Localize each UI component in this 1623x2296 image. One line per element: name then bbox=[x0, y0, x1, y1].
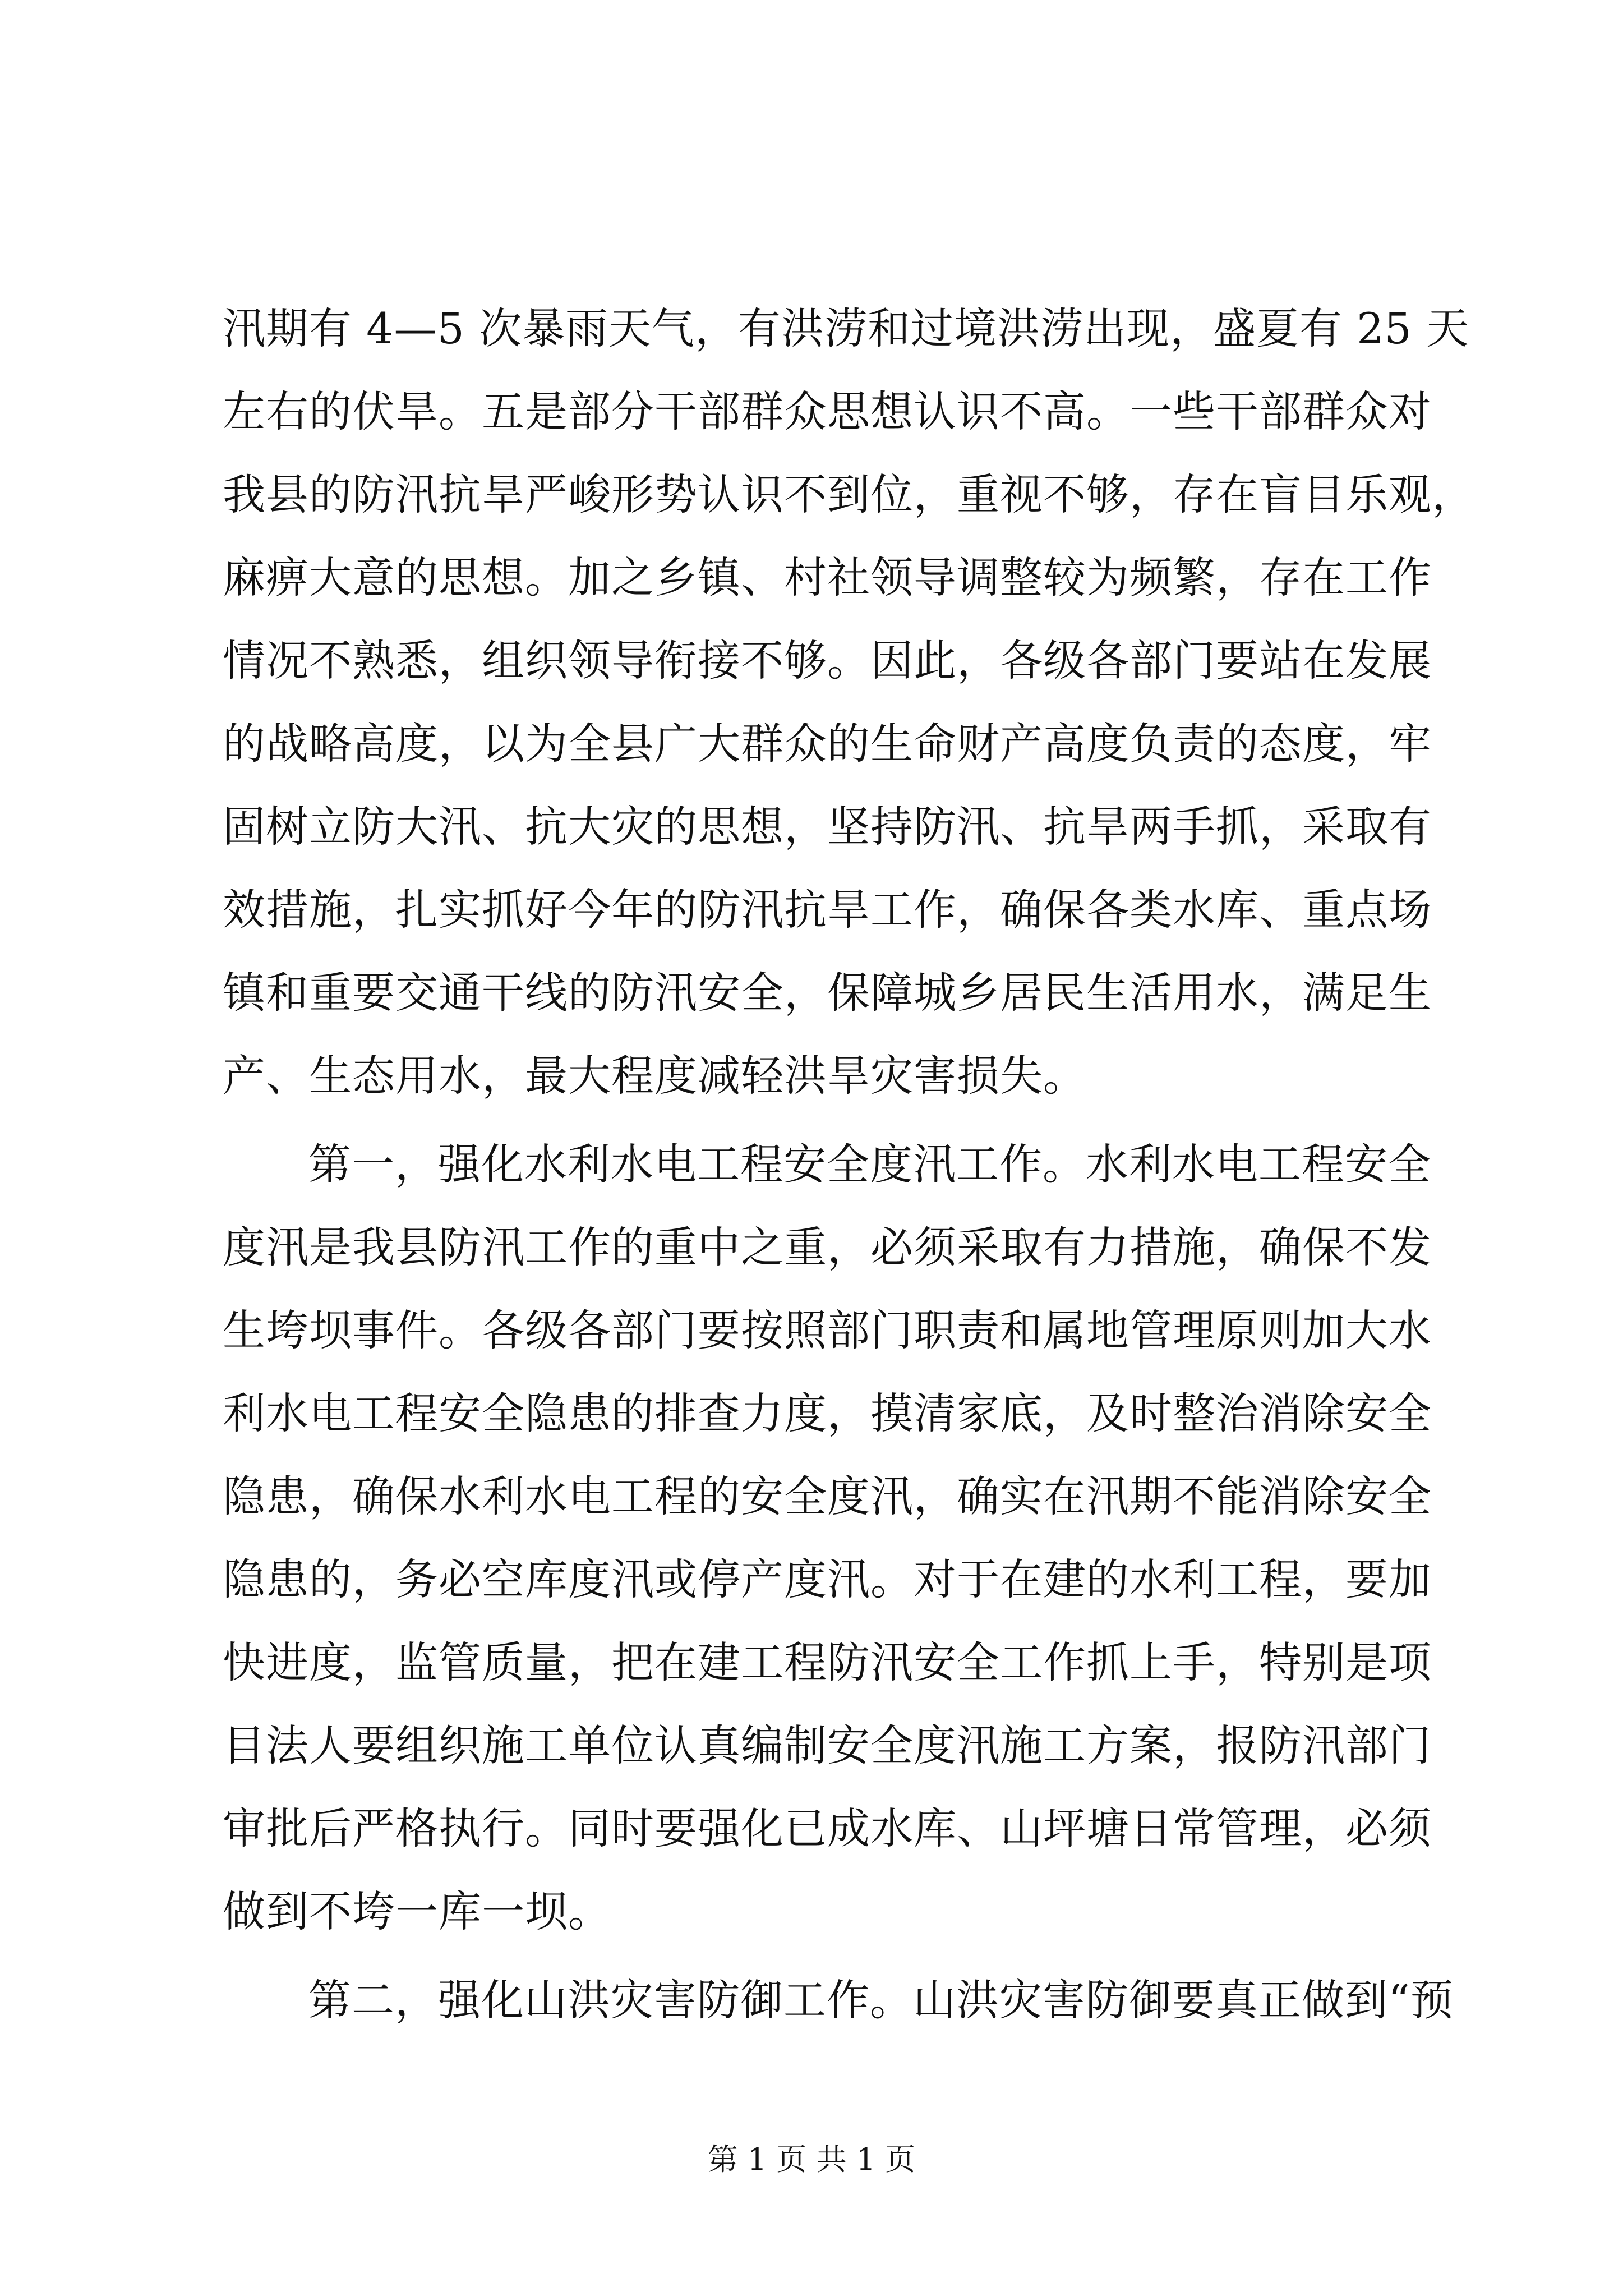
text-line-20: 做到不垮一库一坝。 bbox=[223, 1887, 611, 1936]
text-line-18: 目法人要组织施工单位认真编制安全度汛施工方案，报防汛部门 bbox=[223, 1720, 1432, 1770]
paragraph-gap bbox=[223, 1117, 1406, 1123]
text-line-15: 隐患，确保水利水电工程的安全度汛，确实在汛期不能消除安全 bbox=[223, 1471, 1432, 1521]
text-line-10: 产、生态用水，最大程度减轻洪旱灾害损失。 bbox=[223, 1051, 1086, 1101]
paragraph-gap bbox=[223, 1953, 1406, 1959]
text-line-2: 左右的伏旱。五是部分干部群众思想认识不高。一些干部群众对 bbox=[223, 386, 1432, 436]
text-line-14: 利水电工程安全隐患的排查力度，摸清家底，及时整治消除安全 bbox=[223, 1388, 1432, 1438]
text-line-19: 审批后严格执行。同时要强化已成水库、山坪塘日常管理，必须 bbox=[223, 1803, 1432, 1853]
text-line-17: 快进度，监管质量，把在建工程防汛安全工作抓上手，特别是项 bbox=[223, 1637, 1432, 1687]
document-body bbox=[223, 287, 1475, 2042]
paragraph-first-heading-line: 第一，强化水利水电工程安全度汛工作。水利水电工程安全 bbox=[308, 1139, 1431, 1189]
text-line-12: 度汛是我县防汛工作的重中之重，必须采取有力措施，确保不发 bbox=[223, 1222, 1432, 1272]
text-line-1: 汛期有 4—5 次暴雨天气，有洪涝和过境洪涝出现，盛夏有 25 天 bbox=[223, 303, 1470, 353]
text-line-8: 效措施，扎实抓好今年的防汛抗旱工作，确保各类水库、重点场 bbox=[223, 885, 1432, 935]
text-line-4: 麻痹大意的思想。加之乡镇、村社领导调整较为频繁，存在工作 bbox=[223, 553, 1432, 602]
text-line-6: 的战略高度，以为全县广大群众的生命财产高度负责的态度，牢 bbox=[223, 719, 1432, 769]
page-footer: 第 1 页 共 1 页 bbox=[707, 2142, 916, 2177]
text-line-3: 我县的防汛抗旱严峻形势认识不到位，重视不够，存在盲目乐观， bbox=[223, 470, 1475, 519]
text-line-13: 生垮坝事件。各级各部门要按照部门职责和属地管理原则加大水 bbox=[223, 1305, 1432, 1355]
text-line-9: 镇和重要交通干线的防汛安全，保障城乡居民生活用水，满足生 bbox=[223, 968, 1432, 1018]
text-line-5: 情况不熟悉，组织领导衔接不够。因此，各级各部门要站在发展 bbox=[223, 636, 1432, 685]
text-line-7: 固树立防大汛、抗大灾的思想，坚持防汛、抗旱两手抓，采取有 bbox=[223, 802, 1432, 852]
paragraph-second-heading-line: 第二，强化山洪灾害防御工作。山洪灾害防御要真正做到“预 bbox=[308, 1975, 1454, 2025]
text-line-16: 隐患的，务必空库度汛或停产度汛。对于在建的水利工程，要加 bbox=[223, 1554, 1432, 1604]
